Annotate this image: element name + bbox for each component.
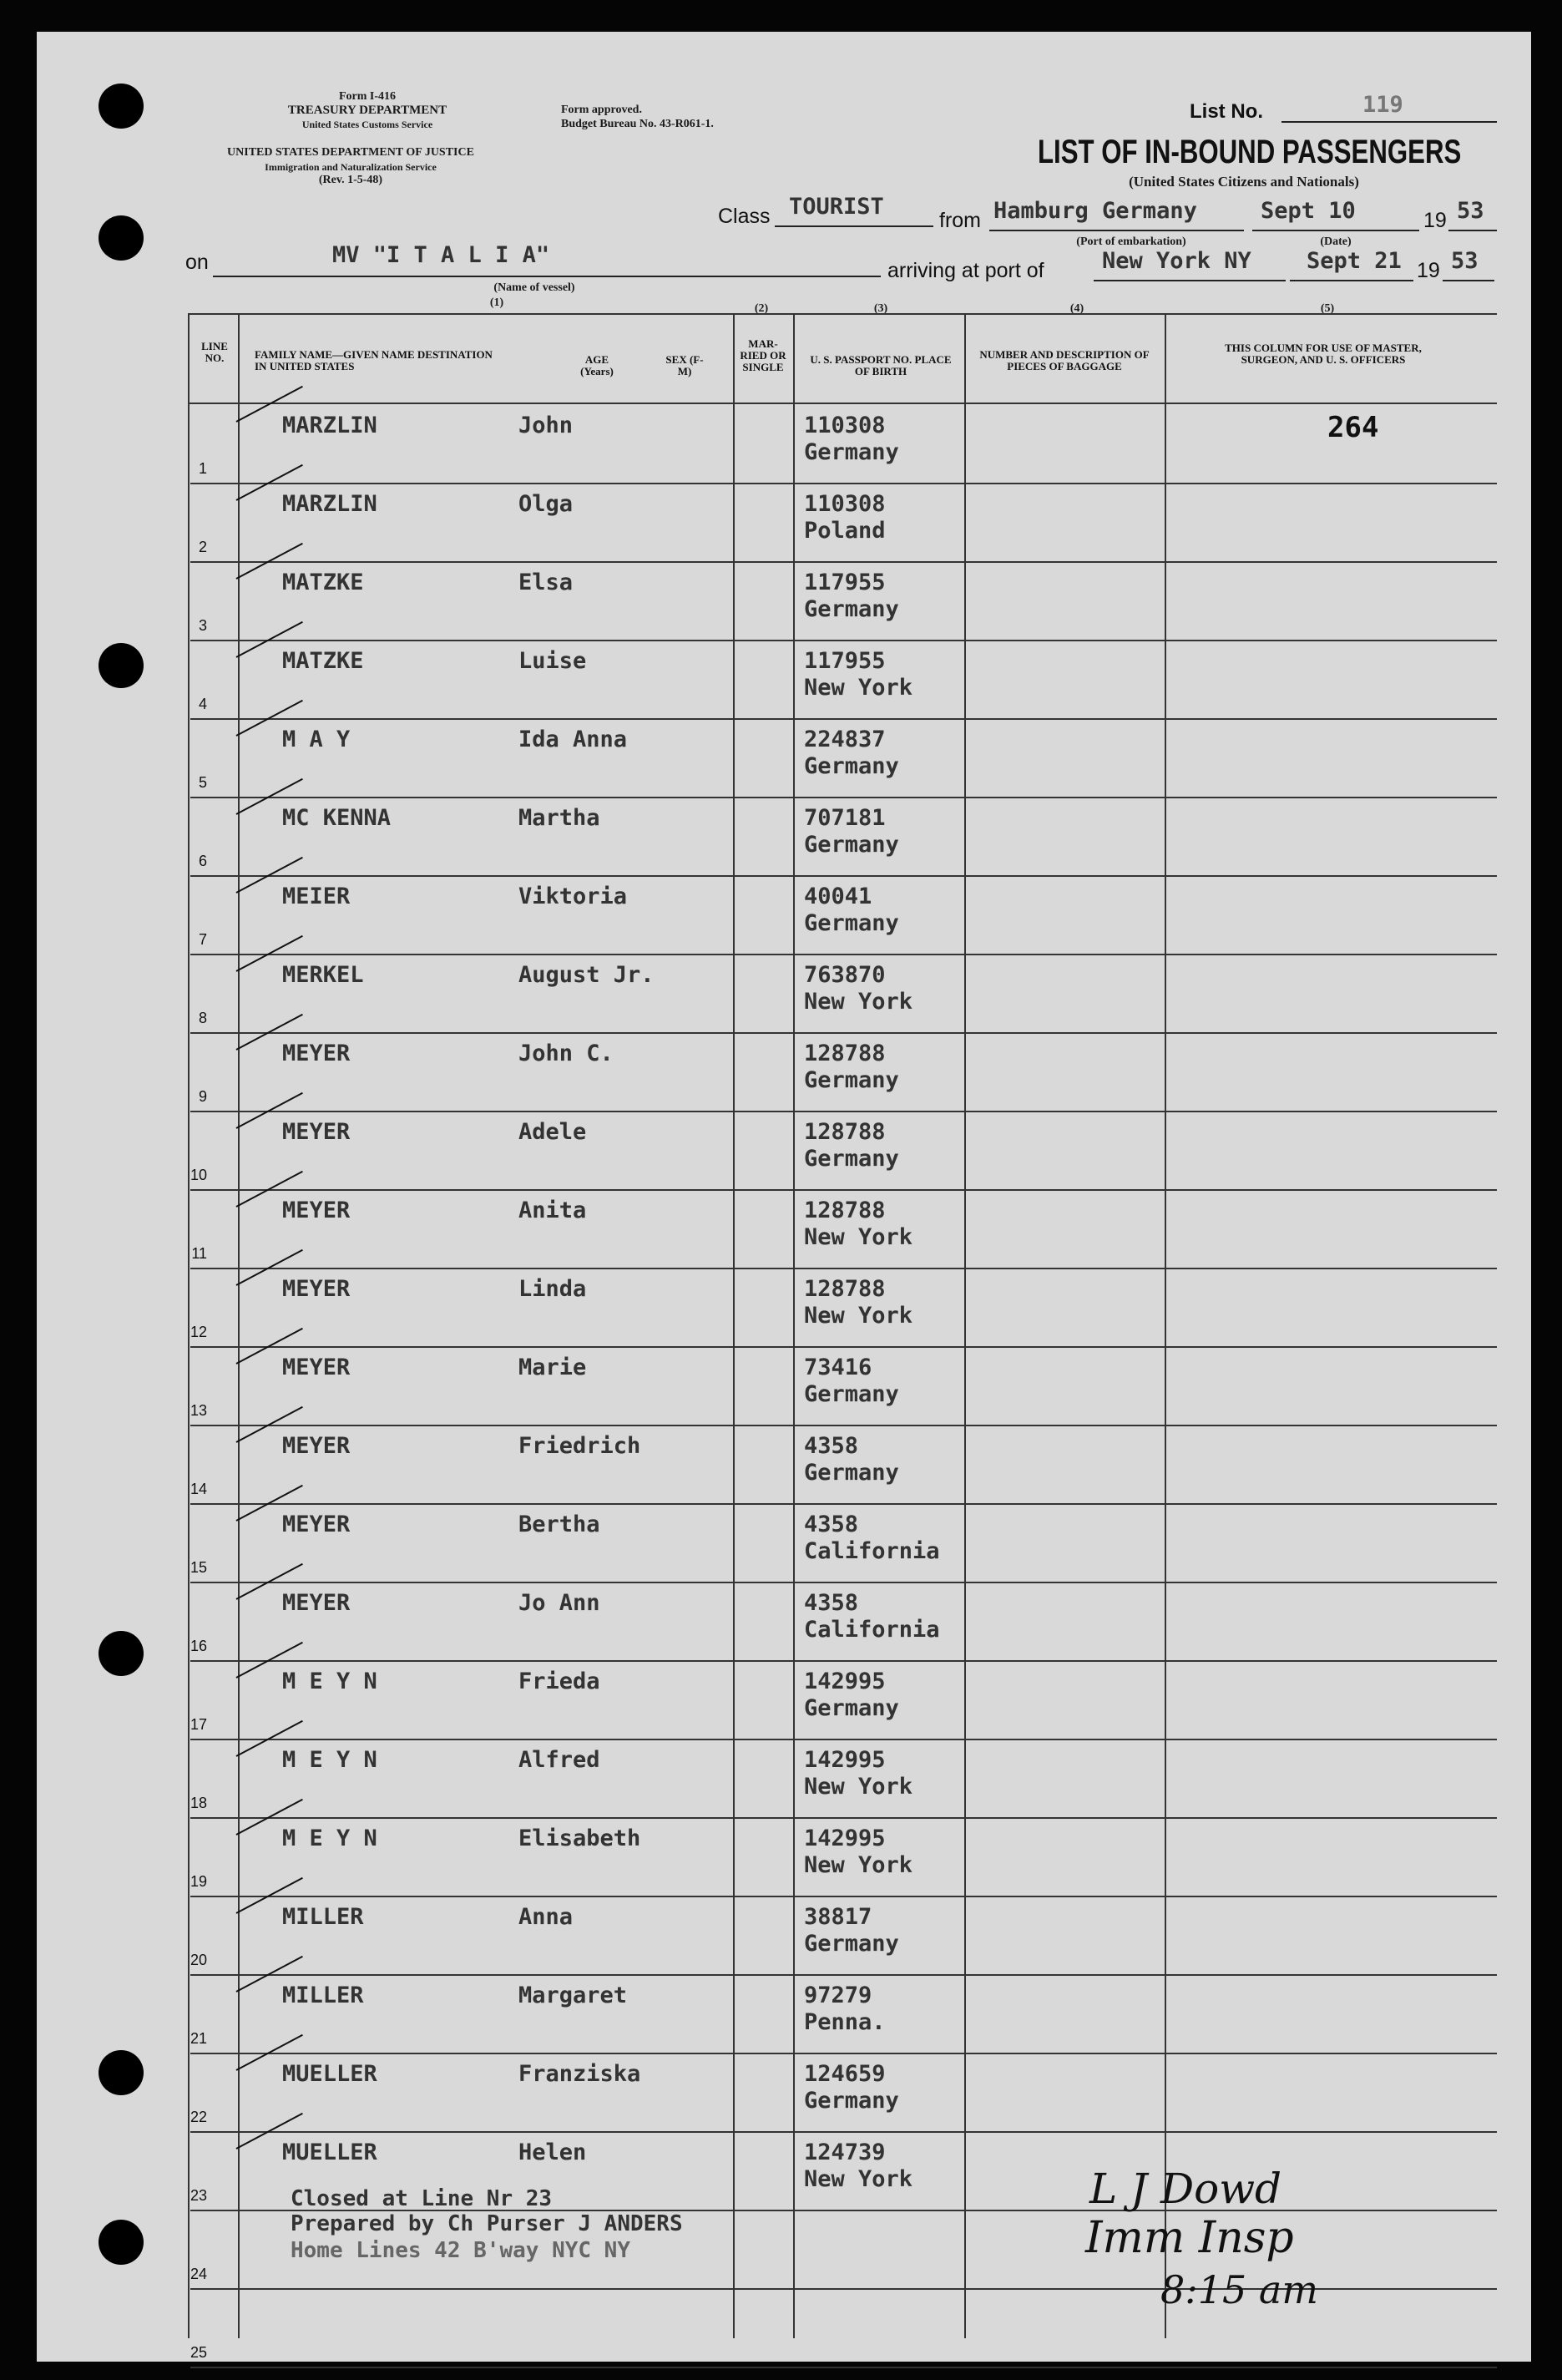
passport-number: 142995 [804,1669,886,1694]
justice-label: UNITED STATES DEPARTMENT OF JUSTICE [227,146,474,159]
place-of-birth: California [804,1538,940,1564]
passport-number: 4358 [804,1512,859,1537]
line-number: 19 [190,1873,207,1890]
line-number: 2 [198,539,207,555]
family-name: MEYER [282,1355,351,1380]
line-number: 4 [198,696,207,712]
list-no-line [1281,121,1497,123]
table-row [190,1582,1497,1662]
arrival-port-line [1094,280,1286,281]
family-name: MEYER [282,1276,351,1302]
family-name: MC KENNA [282,805,392,831]
family-name: M E Y N [282,1826,377,1851]
header-name: FAMILY NAME—GIVEN NAME DESTINATION IN UNITED STATES [255,348,493,372]
table-row [190,797,1497,877]
given-name: Viktoria [518,884,628,909]
place-of-birth: Germany [804,1460,899,1486]
table-row [190,561,1497,641]
table-row [190,1739,1497,1819]
family-name: MARZLIN [282,491,377,517]
arriving-label: arriving at port of [887,259,1044,282]
line-number: 10 [190,1167,207,1183]
passport-number: 97279 [804,1982,872,2008]
table-row [190,1817,1497,1897]
embark-date-value: Sept 10 [1261,198,1356,224]
passport-number: 117955 [804,648,886,674]
table-row [190,1425,1497,1505]
given-name: Adele [518,1119,587,1145]
family-name: MEYER [282,1590,351,1616]
given-name: Margaret [518,1982,628,2008]
line-number: 1 [198,460,207,477]
given-name: Friedrich [518,1433,641,1459]
family-name: MERKEL [282,962,364,988]
year-prefix: 19 [1423,209,1447,232]
passport-number: 4358 [804,1590,859,1616]
header-baggage: NUMBER AND DESCRIPTION OF PIECES OF BAGGAGE [979,348,1150,372]
binder-hole [99,84,144,129]
given-name: Ida Anna [518,727,628,752]
passport-number: 124659 [804,2061,886,2087]
port-caption: (Port of embarkation) [1076,235,1186,248]
line-number: 24 [190,2266,207,2282]
passport-number: 38817 [804,1904,872,1930]
place-of-birth: Germany [804,2088,899,2114]
passport-number: 224837 [804,727,886,752]
given-name: August Jr. [518,962,655,988]
col-num-2: (2) [754,302,769,315]
family-name: MATZKE [282,648,364,674]
passport-number: 40041 [804,884,872,909]
given-name: Luise [518,648,587,674]
header-line-no: LINE NO. [201,340,228,364]
place-of-birth: Germany [804,910,899,936]
given-name: Frieda [518,1669,600,1694]
arrival-year-prefix: 19 [1417,259,1440,282]
family-name: M A Y [282,727,351,752]
given-name: Anna [518,1904,574,1930]
family-name: M E Y N [282,1669,377,1694]
line-number: 25 [190,2344,207,2361]
header-married: MAR-RIED OR SINGLE [740,337,786,373]
place-of-birth: California [804,1617,940,1643]
passport-number: 124739 [804,2139,886,2165]
given-name: Helen [518,2139,587,2165]
arrival-port-value: New York NY [1102,248,1251,274]
table-row [190,2053,1497,2133]
place-of-birth: Germany [804,1067,899,1093]
line-number: 18 [190,1795,207,1811]
line-number: 11 [191,1245,207,1262]
given-name: Bertha [518,1512,600,1537]
list-no-value: 119 [1362,92,1403,118]
class-line [775,225,933,227]
binder-hole [99,215,144,261]
table-row [190,483,1497,563]
table-row [190,875,1497,955]
passport-number: 73416 [804,1355,872,1380]
place-of-birth: New York [804,1852,913,1878]
binder-hole [99,2220,144,2265]
table-row [190,1189,1497,1269]
signature-title: Imm Insp [1085,2213,1294,2263]
place-of-birth: New York [804,1224,913,1250]
table-row [190,1896,1497,1976]
family-name: M E Y N [282,1747,377,1773]
place-of-birth: New York [804,989,913,1015]
family-name: MEYER [282,1041,351,1066]
given-name: John C. [518,1041,614,1066]
header-age: AGE (Years) [580,353,614,377]
passport-number: 142995 [804,1747,886,1773]
line-number: 15 [190,1559,207,1576]
arrival-year-value: 53 [1451,248,1479,274]
given-name: Alfred [518,1747,600,1773]
given-name: Elisabeth [518,1826,641,1851]
table-row [190,1032,1497,1112]
binder-hole [99,2050,144,2095]
place-of-birth: Germany [804,1695,899,1721]
place-of-birth: Germany [804,1931,899,1957]
header-officers: THIS COLUMN FOR USE OF MASTER, SURGEON, AND U. S. OFFICERS [1225,342,1422,366]
given-name: Martha [518,805,600,831]
line-number: 7 [198,931,207,948]
line-number: 17 [190,1716,207,1733]
passport-number: 110308 [804,413,886,438]
col-num-3: (3) [873,302,888,315]
arrival-date-value: Sept 21 [1307,248,1402,274]
embark-year-value: 53 [1457,198,1484,224]
place-of-birth: Poland [804,518,886,544]
place-of-birth: Germany [804,753,899,779]
line-number: 21 [190,2030,207,2047]
table-row [190,640,1497,720]
line-number: 16 [190,1638,207,1654]
table-row [190,1111,1497,1191]
place-of-birth: New York [804,2166,913,2192]
binder-hole [99,643,144,688]
list-subtitle: (United States Citizens and Nationals) [1129,174,1359,190]
header-sex: SEX (F-M) [665,353,704,377]
table-row [190,718,1497,798]
line-number: 14 [190,1481,207,1497]
line-number: 9 [198,1088,207,1105]
line-number: 23 [190,2187,207,2204]
closing-line-1: Closed at Line Nr 23 [291,2186,553,2211]
line-number: 22 [190,2109,207,2125]
given-name: John [518,413,574,438]
place-of-birth: Germany [804,1146,899,1172]
passport-number: 110308 [804,491,886,517]
date-caption: (Date) [1320,235,1352,248]
header-passport: U. S. PASSPORT NO. PLACE OF BIRTH [810,353,952,377]
family-name: MEYER [282,1198,351,1223]
closing-line-2: Prepared by Ch Purser J ANDERS [291,2211,683,2236]
officer-note: 264 [1327,411,1379,444]
from-label: from [939,209,981,232]
family-name: MEYER [282,1512,351,1537]
vessel-caption: (Name of vessel) [493,281,575,294]
place-of-birth: Germany [804,596,899,622]
table-row [190,1268,1497,1348]
given-name: Anita [518,1198,587,1223]
family-name: MEIER [282,884,351,909]
line-number: 5 [198,774,207,791]
given-name: Jo Ann [518,1590,600,1616]
treasury-label: TREASURY DEPARTMENT [287,104,447,117]
table-row [190,404,1497,484]
col-num-5: (5) [1320,302,1335,315]
passport-number: 4358 [804,1433,859,1459]
place-of-birth: New York [804,1774,913,1800]
signature-name: L J Dowd [1089,2165,1282,2213]
table-row [190,1503,1497,1583]
on-label: on [185,251,209,274]
customs-label: United States Customs Service [301,119,433,130]
embark-date-line [1252,230,1419,231]
vessel-line [213,276,881,277]
line-number: 6 [198,853,207,869]
list-no-label: List No. [1190,100,1263,123]
arrival-year-line [1443,280,1494,281]
class-label: Class [718,205,771,228]
form-number: Form I-416 [338,90,397,103]
line-number: 8 [198,1010,207,1026]
given-name: Franziska [518,2061,641,2087]
place-of-birth: New York [804,675,913,701]
passport-number: 117955 [804,570,886,595]
signature-time: 8:15 am [1160,2267,1318,2312]
given-name: Marie [518,1355,587,1380]
col-num-4: (4) [1069,302,1084,315]
table-row [190,1660,1497,1740]
family-name: MATZKE [282,570,364,595]
line-number: 3 [198,617,207,634]
place-of-birth: Germany [804,832,899,858]
family-name: MILLER [282,1982,364,2008]
table-row [190,954,1497,1034]
table-row [190,1974,1497,2054]
passport-number: 128788 [804,1276,886,1302]
given-name: Linda [518,1276,587,1302]
place-of-birth: Germany [804,439,899,465]
given-name: Elsa [518,570,574,595]
class-value: TOURIST [789,194,884,220]
arrival-date-line [1290,280,1413,281]
port-embark-value: Hamburg Germany [993,198,1197,224]
embark-year-line [1448,230,1497,231]
passport-number: 128788 [804,1198,886,1223]
vessel-value: MV "I T A L I A" [332,242,550,268]
passport-number: 707181 [804,805,886,831]
ins-label: Immigration and Naturalization Service [265,161,437,173]
passport-number: 128788 [804,1119,886,1145]
revision-label: (Rev. 1-5-48) [318,174,383,186]
list-title: LIST OF IN-BOUND PASSENGERS [1038,134,1462,170]
line-number: 12 [190,1324,207,1340]
family-name: MUELLER [282,2061,377,2087]
family-name: MEYER [282,1119,351,1145]
table-row [190,1346,1497,1426]
place-of-birth: New York [804,1303,913,1329]
line-number: 13 [190,1402,207,1419]
binder-hole [99,1631,144,1676]
family-name: MILLER [282,1904,364,1930]
place-of-birth: Penna. [804,2009,886,2035]
passport-number: 142995 [804,1826,886,1851]
passport-number: 763870 [804,962,886,988]
line-number: 20 [190,1952,207,1968]
family-name: MUELLER [282,2139,377,2165]
place-of-birth: Germany [804,1381,899,1407]
family-name: MEYER [282,1433,351,1459]
budget-bureau: Budget Bureau No. 43-R061-1. [561,118,714,130]
closing-line-3: Home Lines 42 B'way NYC NY [291,2238,630,2263]
port-embark-line [989,230,1244,231]
passport-number: 128788 [804,1041,886,1066]
given-name: Olga [518,491,574,517]
form-approved: Form approved. [561,104,642,116]
col-num-1: (1) [489,296,504,309]
family-name: MARZLIN [282,413,377,438]
